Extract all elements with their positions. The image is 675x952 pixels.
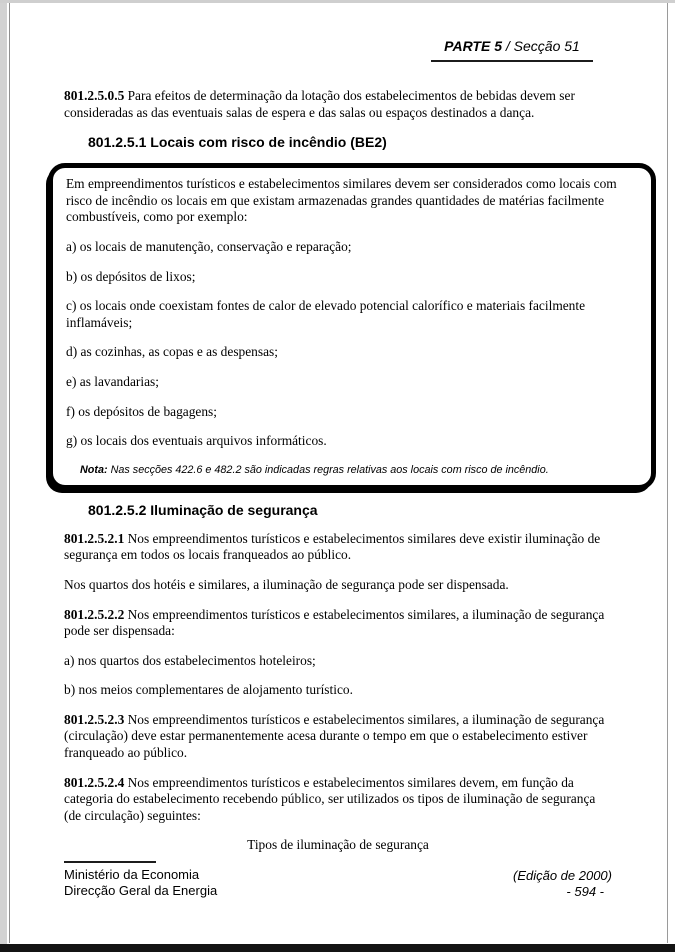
header-rule xyxy=(431,60,593,62)
paragraph-text: Para efeitos de determinação da lotação dos estabelecimentos de bebidas devem ser consideradas as das eventuais salas de espera e das salas ou espaços destinados a dança. xyxy=(64,88,575,120)
list-item-b: b) nos meios complementares de alojamento turístico. xyxy=(64,682,353,698)
box-item-b: b) os depósitos de lixos; xyxy=(66,268,196,284)
table-caption: Tipos de iluminação de segurança xyxy=(247,837,429,853)
header-part-label: PARTE 5 xyxy=(444,38,502,54)
box-intro: Em empreendimentos turísticos e estabelecimentos similares devem ser considerados como locais com risco de incêndio os locais em que existam armazenadas grandes quantidades de matérias facilmente combustíveis, como por exemplo: xyxy=(66,176,617,225)
paragraph-number: 801.2.5.2.1 xyxy=(64,530,125,546)
footer-page-number: - 594 - xyxy=(566,884,604,899)
footer-edition: (Edição de 2000) xyxy=(512,868,612,883)
box-item-e: e) as lavandarias; xyxy=(66,373,159,389)
scan-edge-top xyxy=(0,0,675,3)
footer-rule xyxy=(64,861,156,863)
paragraph-number: 801.2.5.2.2 xyxy=(64,606,125,622)
box-item-g: g) os locais dos eventuais arquivos informáticos. xyxy=(66,433,327,449)
header-section-label: / Secção 51 xyxy=(502,38,580,54)
paragraph-text: Nos empreendimentos turísticos e estabelecimentos similares, a iluminação de segurança (circulação) deve estar permanentemente acesa durante o tempo em que o estabelecimento estiver franqueado ao público. xyxy=(64,711,605,761)
header-title xyxy=(431,38,593,54)
fire-risk-box xyxy=(48,163,656,490)
page-footer xyxy=(64,861,612,899)
page-frame-left xyxy=(9,3,10,943)
document-body xyxy=(64,88,617,854)
box-item-f: f) os depósitos de bagagens; xyxy=(66,403,217,419)
page-header xyxy=(431,38,593,62)
box-item-c: c) os locais onde coexistam fontes de calor de elevado potencial calorífico e materiais facilmente inflamáveis; xyxy=(66,298,586,330)
box-note xyxy=(80,464,638,477)
paragraph-hotel-rooms: Nos quartos dos hotéis e similares, a iluminação de segurança pode ser dispensada. xyxy=(64,576,509,592)
note-text: Nas secções 422.6 e 482.2 são indicadas regras relativas aos locais com risco de incêndio. xyxy=(107,463,549,476)
page-frame-right xyxy=(667,3,668,943)
scan-edge-left xyxy=(0,0,7,952)
paragraph-number: 801.2.5.2.4 xyxy=(64,774,125,790)
footer-edition-block xyxy=(513,868,612,900)
heading-emergency-lighting: 801.2.5.2 Iluminação de segurança xyxy=(88,501,318,518)
box-item-d: d) as cozinhas, as copas e as despensas; xyxy=(66,344,278,360)
heading-fire-risk: 801.2.5.1 Locais com risco de incêndio (BE2) xyxy=(88,134,387,151)
paragraph-text: Nos empreendimentos turísticos e estabelecimentos similares devem, em função da categoria do estabelecimento recebendo público, ser utilizados os tipos de iluminação de segurança (de circulação) seguintes: xyxy=(64,774,596,823)
paragraph-text: Nos empreendimentos turísticos e estabelecimentos similares deve existir iluminação de segurança em todos os locais franqueados ao público. xyxy=(64,530,601,563)
note-label: Nota: xyxy=(80,463,108,476)
footer-org-line1: Ministério da Economia xyxy=(64,867,200,882)
paragraph-number: 801.2.5.0.5 xyxy=(64,88,125,103)
box-item-a: a) os locais de manutenção, conservação e reparação; xyxy=(66,238,352,254)
list-item-a: a) nos quartos dos estabelecimentos hoteleiros; xyxy=(64,652,316,668)
footer-org-line2: Direcção Geral da Energia xyxy=(64,883,218,898)
paragraph-801-2-5-2-2 xyxy=(64,607,612,640)
paragraph-801-2-5-0-5 xyxy=(64,88,612,121)
paragraph-number: 801.2.5.2.3 xyxy=(64,711,125,727)
paragraph-801-2-5-2-4 xyxy=(64,775,612,825)
paragraph-801-2-5-2-3 xyxy=(64,712,612,762)
scan-edge-bottom xyxy=(0,944,675,952)
paragraph-801-2-5-2-1 xyxy=(64,531,612,564)
paragraph-text: Nos empreendimentos turísticos e estabelecimentos similares, a iluminação de segurança pode ser dispensada: xyxy=(64,606,605,639)
